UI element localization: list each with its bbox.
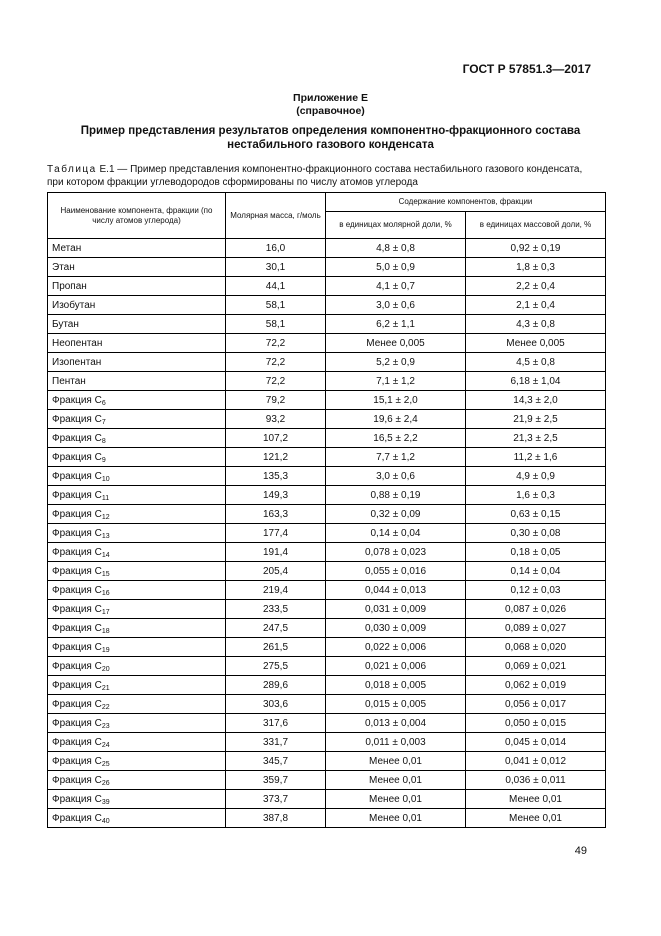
- component-name: Неопентан: [52, 337, 103, 349]
- mass-fraction-cell: 2,2 ± 0,4: [466, 277, 606, 296]
- component-name-cell: [48, 676, 226, 695]
- component-name: Бутан: [52, 318, 79, 330]
- carbon-number-subscript: 14: [101, 551, 110, 559]
- molar-fraction-cell: 0,015 ± 0,005: [326, 695, 466, 714]
- mass-fraction-cell: 4,5 ± 0,8: [466, 353, 606, 372]
- carbon-number-subscript: 26: [101, 779, 110, 787]
- component-name: Фракция C: [52, 812, 102, 824]
- carbon-number-subscript: 10: [101, 475, 110, 483]
- carbon-number-subscript: 19: [101, 646, 110, 654]
- component-name: Изобутан: [52, 299, 96, 311]
- molar-mass-cell: 107,2: [226, 429, 326, 448]
- component-name-cell: [48, 505, 226, 524]
- component-name: Фракция C: [52, 527, 102, 539]
- component-name-cell: [48, 790, 226, 809]
- component-name-cell: [48, 410, 226, 429]
- molar-mass-cell: 331,7: [226, 733, 326, 752]
- component-name-cell: [48, 486, 226, 505]
- component-name-cell: [48, 562, 226, 581]
- molar-mass-cell: 79,2: [226, 391, 326, 410]
- component-name: Фракция C: [52, 622, 102, 634]
- component-name-cell: [48, 448, 226, 467]
- mass-fraction-cell: 1,8 ± 0,3: [466, 258, 606, 277]
- carbon-number-subscript: 25: [101, 760, 110, 768]
- table-caption-text-1: — Пример представления компонентно-фракционного состава нестабильного газового конденсата,: [117, 164, 583, 175]
- component-name: Этан: [52, 261, 75, 273]
- component-name-cell: [48, 524, 226, 543]
- mass-fraction-cell: 0,056 ± 0,017: [466, 695, 606, 714]
- mass-fraction-cell: Менее 0,01: [466, 790, 606, 809]
- table-caption: [47, 163, 607, 189]
- molar-fraction-cell: 4,8 ± 0,8: [326, 239, 466, 258]
- component-name: Фракция C: [52, 679, 102, 691]
- table-row: [48, 600, 606, 619]
- table-row: [48, 790, 606, 809]
- table-caption-text-2: при котором фракции углеводородов сформированы по числу атомов углерода: [47, 177, 418, 188]
- component-name: Фракция C: [52, 793, 102, 805]
- molar-fraction-cell: 5,0 ± 0,9: [326, 258, 466, 277]
- carbon-number-subscript: 18: [101, 627, 110, 635]
- component-name: Фракция C: [52, 584, 102, 596]
- molar-mass-cell: 289,6: [226, 676, 326, 695]
- molar-fraction-cell: Менее 0,01: [326, 752, 466, 771]
- molar-fraction-cell: 0,011 ± 0,003: [326, 733, 466, 752]
- mass-fraction-cell: 0,036 ± 0,011: [466, 771, 606, 790]
- table-row: [48, 619, 606, 638]
- table-row: [48, 676, 606, 695]
- component-name: Фракция C: [52, 736, 102, 748]
- molar-fraction-cell: 5,2 ± 0,9: [326, 353, 466, 372]
- component-name-cell: [48, 809, 226, 828]
- molar-fraction-cell: 3,0 ± 0,6: [326, 467, 466, 486]
- table-row: [48, 429, 606, 448]
- molar-fraction-cell: Менее 0,01: [326, 771, 466, 790]
- document-code: ГОСТ Р 57851.3—2017: [462, 62, 591, 76]
- table-row: [48, 448, 606, 467]
- component-name-cell: [48, 543, 226, 562]
- carbon-number-subscript: 6: [101, 399, 106, 407]
- component-name-cell: [48, 258, 226, 277]
- page-number: 49: [574, 845, 587, 857]
- component-name-cell: [48, 638, 226, 657]
- mass-fraction-cell: 21,9 ± 2,5: [466, 410, 606, 429]
- component-name-cell: [48, 581, 226, 600]
- component-name: Фракция C: [52, 451, 102, 463]
- molar-fraction-cell: 7,1 ± 1,2: [326, 372, 466, 391]
- carbon-number-subscript: 13: [101, 532, 110, 540]
- molar-fraction-cell: 0,018 ± 0,005: [326, 676, 466, 695]
- table-row: [48, 239, 606, 258]
- carbon-number-subscript: 17: [101, 608, 110, 616]
- table-row: [48, 657, 606, 676]
- component-name-cell: [48, 467, 226, 486]
- component-name: Фракция C: [52, 470, 102, 482]
- appendix-title: Приложение Е: [293, 92, 368, 104]
- component-name: Фракция C: [52, 774, 102, 786]
- carbon-number-subscript: 21: [101, 684, 110, 692]
- molar-fraction-cell: 0,030 ± 0,009: [326, 619, 466, 638]
- table-row: [48, 467, 606, 486]
- molar-fraction-cell: 19,6 ± 2,4: [326, 410, 466, 429]
- carbon-number-subscript: 24: [101, 741, 110, 749]
- mass-fraction-cell: 6,18 ± 1,04: [466, 372, 606, 391]
- molar-mass-cell: 58,1: [226, 296, 326, 315]
- component-name: Пентан: [52, 375, 86, 387]
- carbon-number-subscript: 15: [101, 570, 110, 578]
- molar-fraction-cell: 0,32 ± 0,09: [326, 505, 466, 524]
- mass-fraction-cell: 0,18 ± 0,05: [466, 543, 606, 562]
- header-content: Содержание компонентов, фракции: [326, 193, 606, 212]
- component-name-cell: [48, 752, 226, 771]
- table-row: [48, 638, 606, 657]
- molar-fraction-cell: Менее 0,005: [326, 334, 466, 353]
- carbon-number-subscript: 40: [101, 817, 110, 825]
- header-molar-fraction: в единицах молярной доли, %: [326, 212, 466, 239]
- table-row: [48, 752, 606, 771]
- component-name: Фракция C: [52, 508, 102, 520]
- component-name-cell: [48, 429, 226, 448]
- table-row: [48, 505, 606, 524]
- component-name: Фракция C: [52, 546, 102, 558]
- component-name-cell: [48, 657, 226, 676]
- mass-fraction-cell: 0,045 ± 0,014: [466, 733, 606, 752]
- appendix-heading: [0, 92, 661, 118]
- component-name-cell: [48, 391, 226, 410]
- molar-mass-cell: 121,2: [226, 448, 326, 467]
- molar-mass-cell: 233,5: [226, 600, 326, 619]
- molar-fraction-cell: 0,078 ± 0,023: [326, 543, 466, 562]
- table-caption-number: Е.1: [99, 164, 115, 175]
- carbon-number-subscript: 11: [101, 494, 110, 502]
- molar-mass-cell: 261,5: [226, 638, 326, 657]
- mass-fraction-cell: 0,089 ± 0,027: [466, 619, 606, 638]
- component-name: Фракция C: [52, 641, 102, 653]
- molar-mass-cell: 219,4: [226, 581, 326, 600]
- molar-mass-cell: 149,3: [226, 486, 326, 505]
- carbon-number-subscript: 9: [101, 456, 106, 464]
- table-row: [48, 315, 606, 334]
- table-row: [48, 543, 606, 562]
- table-row: [48, 410, 606, 429]
- header-mass-fraction: в единицах массовой доли, %: [466, 212, 606, 239]
- appendix-subtitle: (справочное): [296, 105, 365, 117]
- component-name-cell: [48, 372, 226, 391]
- table-row: [48, 277, 606, 296]
- table-row: [48, 771, 606, 790]
- component-name-cell: [48, 619, 226, 638]
- component-name-cell: [48, 296, 226, 315]
- molar-mass-cell: 135,3: [226, 467, 326, 486]
- table-row: [48, 714, 606, 733]
- component-name: Фракция C: [52, 565, 102, 577]
- component-name-cell: [48, 334, 226, 353]
- molar-fraction-cell: 7,7 ± 1,2: [326, 448, 466, 467]
- table-row: [48, 391, 606, 410]
- molar-mass-cell: 303,6: [226, 695, 326, 714]
- table-row: [48, 695, 606, 714]
- component-name: Фракция C: [52, 717, 102, 729]
- molar-fraction-cell: 0,044 ± 0,013: [326, 581, 466, 600]
- component-name: Пропан: [52, 280, 87, 292]
- table-row: [48, 334, 606, 353]
- carbon-number-subscript: 8: [101, 437, 106, 445]
- molar-mass-cell: 345,7: [226, 752, 326, 771]
- component-name-cell: [48, 714, 226, 733]
- table-row: [48, 562, 606, 581]
- carbon-number-subscript: 16: [101, 589, 110, 597]
- component-name-cell: [48, 733, 226, 752]
- composition-table: [47, 192, 606, 828]
- table-row: [48, 486, 606, 505]
- component-name: Фракция C: [52, 698, 102, 710]
- molar-mass-cell: 16,0: [226, 239, 326, 258]
- molar-mass-cell: 275,5: [226, 657, 326, 676]
- mass-fraction-cell: 0,069 ± 0,021: [466, 657, 606, 676]
- molar-fraction-cell: 15,1 ± 2,0: [326, 391, 466, 410]
- molar-fraction-cell: 0,022 ± 0,006: [326, 638, 466, 657]
- component-name: Фракция C: [52, 603, 102, 615]
- component-name: Фракция C: [52, 432, 102, 444]
- table-row: [48, 733, 606, 752]
- molar-mass-cell: 317,6: [226, 714, 326, 733]
- component-name-cell: [48, 239, 226, 258]
- mass-fraction-cell: 0,050 ± 0,015: [466, 714, 606, 733]
- component-name-cell: [48, 353, 226, 372]
- molar-mass-cell: 30,1: [226, 258, 326, 277]
- mass-fraction-cell: 0,92 ± 0,19: [466, 239, 606, 258]
- table-row: [48, 524, 606, 543]
- carbon-number-subscript: 12: [101, 513, 110, 521]
- component-name: Фракция C: [52, 489, 102, 501]
- mass-fraction-cell: 0,041 ± 0,012: [466, 752, 606, 771]
- molar-mass-cell: 191,4: [226, 543, 326, 562]
- carbon-number-subscript: 39: [101, 798, 110, 806]
- molar-mass-cell: 373,7: [226, 790, 326, 809]
- component-name: Изопентан: [52, 356, 102, 368]
- molar-fraction-cell: Менее 0,01: [326, 809, 466, 828]
- mass-fraction-cell: 0,30 ± 0,08: [466, 524, 606, 543]
- component-name-cell: [48, 771, 226, 790]
- mass-fraction-cell: 14,3 ± 2,0: [466, 391, 606, 410]
- mass-fraction-cell: 0,062 ± 0,019: [466, 676, 606, 695]
- page-title: [0, 124, 661, 152]
- component-name-cell: [48, 315, 226, 334]
- molar-mass-cell: 72,2: [226, 353, 326, 372]
- molar-fraction-cell: 4,1 ± 0,7: [326, 277, 466, 296]
- molar-mass-cell: 72,2: [226, 372, 326, 391]
- molar-mass-cell: 44,1: [226, 277, 326, 296]
- mass-fraction-cell: Менее 0,01: [466, 809, 606, 828]
- molar-fraction-cell: 6,2 ± 1,1: [326, 315, 466, 334]
- molar-mass-cell: 93,2: [226, 410, 326, 429]
- mass-fraction-cell: 0,12 ± 0,03: [466, 581, 606, 600]
- table-body: [48, 239, 606, 828]
- component-name: Фракция C: [52, 755, 102, 767]
- component-name: Фракция C: [52, 394, 102, 406]
- molar-mass-cell: 58,1: [226, 315, 326, 334]
- molar-mass-cell: 387,8: [226, 809, 326, 828]
- mass-fraction-cell: Менее 0,005: [466, 334, 606, 353]
- molar-fraction-cell: 0,055 ± 0,016: [326, 562, 466, 581]
- mass-fraction-cell: 0,068 ± 0,020: [466, 638, 606, 657]
- mass-fraction-cell: 21,3 ± 2,5: [466, 429, 606, 448]
- mass-fraction-cell: 11,2 ± 1,6: [466, 448, 606, 467]
- molar-mass-cell: 72,2: [226, 334, 326, 353]
- mass-fraction-cell: 0,63 ± 0,15: [466, 505, 606, 524]
- molar-fraction-cell: Менее 0,01: [326, 790, 466, 809]
- mass-fraction-cell: 2,1 ± 0,4: [466, 296, 606, 315]
- molar-mass-cell: 177,4: [226, 524, 326, 543]
- component-name: Фракция C: [52, 660, 102, 672]
- component-name-cell: [48, 695, 226, 714]
- table-row: [48, 353, 606, 372]
- mass-fraction-cell: 0,087 ± 0,026: [466, 600, 606, 619]
- header-component-name: Наименование компонента, фракции (по числу атомов углерода): [48, 193, 226, 239]
- table-row: [48, 296, 606, 315]
- molar-fraction-cell: 0,031 ± 0,009: [326, 600, 466, 619]
- table-caption-label: Таблица: [47, 164, 97, 175]
- mass-fraction-cell: 1,6 ± 0,3: [466, 486, 606, 505]
- page-title-line-1: Пример представления результатов определения компонентно-фракционного состава: [80, 125, 581, 137]
- table-row: [48, 809, 606, 828]
- molar-mass-cell: 205,4: [226, 562, 326, 581]
- molar-fraction-cell: 16,5 ± 2,2: [326, 429, 466, 448]
- mass-fraction-cell: 0,14 ± 0,04: [466, 562, 606, 581]
- table-row: [48, 581, 606, 600]
- table-row: [48, 258, 606, 277]
- carbon-number-subscript: 7: [101, 418, 106, 426]
- molar-fraction-cell: 3,0 ± 0,6: [326, 296, 466, 315]
- carbon-number-subscript: 20: [101, 665, 110, 673]
- page-title-line-2: нестабильного газового конденсата: [227, 139, 434, 151]
- component-name-cell: [48, 600, 226, 619]
- table-row: [48, 372, 606, 391]
- molar-fraction-cell: 0,013 ± 0,004: [326, 714, 466, 733]
- molar-fraction-cell: 0,021 ± 0,006: [326, 657, 466, 676]
- molar-mass-cell: 163,3: [226, 505, 326, 524]
- molar-mass-cell: 359,7: [226, 771, 326, 790]
- component-name: Метан: [52, 242, 82, 254]
- mass-fraction-cell: 4,3 ± 0,8: [466, 315, 606, 334]
- carbon-number-subscript: 22: [101, 703, 110, 711]
- molar-fraction-cell: 0,88 ± 0,19: [326, 486, 466, 505]
- component-name: Фракция C: [52, 413, 102, 425]
- carbon-number-subscript: 23: [101, 722, 110, 730]
- header-molar-mass: Молярная масса, г/моль: [226, 193, 326, 239]
- molar-mass-cell: 247,5: [226, 619, 326, 638]
- component-name-cell: [48, 277, 226, 296]
- molar-fraction-cell: 0,14 ± 0,04: [326, 524, 466, 543]
- mass-fraction-cell: 4,9 ± 0,9: [466, 467, 606, 486]
